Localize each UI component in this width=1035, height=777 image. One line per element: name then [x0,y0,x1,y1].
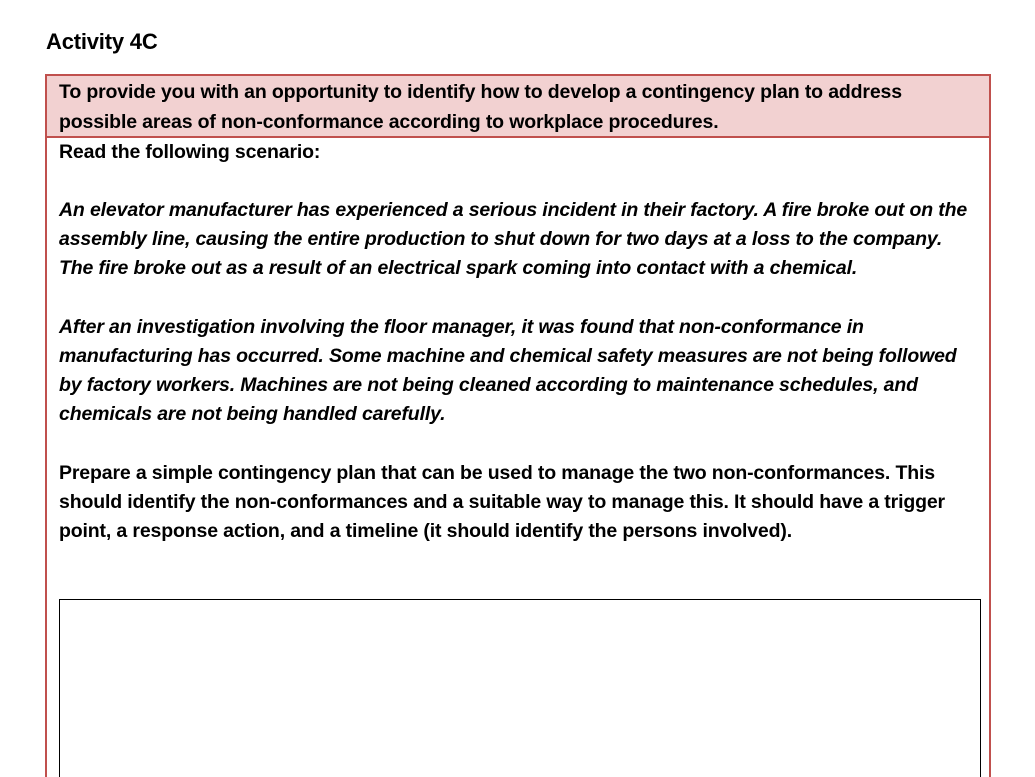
scenario-paragraph-2: After an investigation involving the floor manager, it was found that non-conformance in manufacturing has occurred. Some machine and chemical safety measures are not being followed by factory workers. Machines are not being cleaned according to maintenance schedules, and chemicals are not being handled carefully. [59,316,957,425]
purpose-statement: To provide you with an opportunity to identify how to develop a contingency plan to address possible areas of non-conformance according to workplace procedures. [47,76,989,138]
activity-title: Activity 4C [46,29,158,54]
scenario-intro: Read the following scenario: [59,141,321,163]
scenario-paragraph-1: An elevator manufacturer has experienced a serious incident in their factory. A fire broke out on the assembly line, causing the entire production to shut down for two days at a loss to the company. The fire broke out as a result of an electrical spark coming into contact with a chemical. [59,199,968,279]
activity-frame [45,74,991,777]
task-instructions: Prepare a simple contingency plan that can be used to manage the two non-conformances. This should identify the non-conformances and a suitable way to manage this. It should have a trigger point, a response action, and a timeline (it should identify the persons involved). [59,462,945,542]
instructions-section [47,138,989,546]
answer-input-box[interactable] [59,599,981,777]
